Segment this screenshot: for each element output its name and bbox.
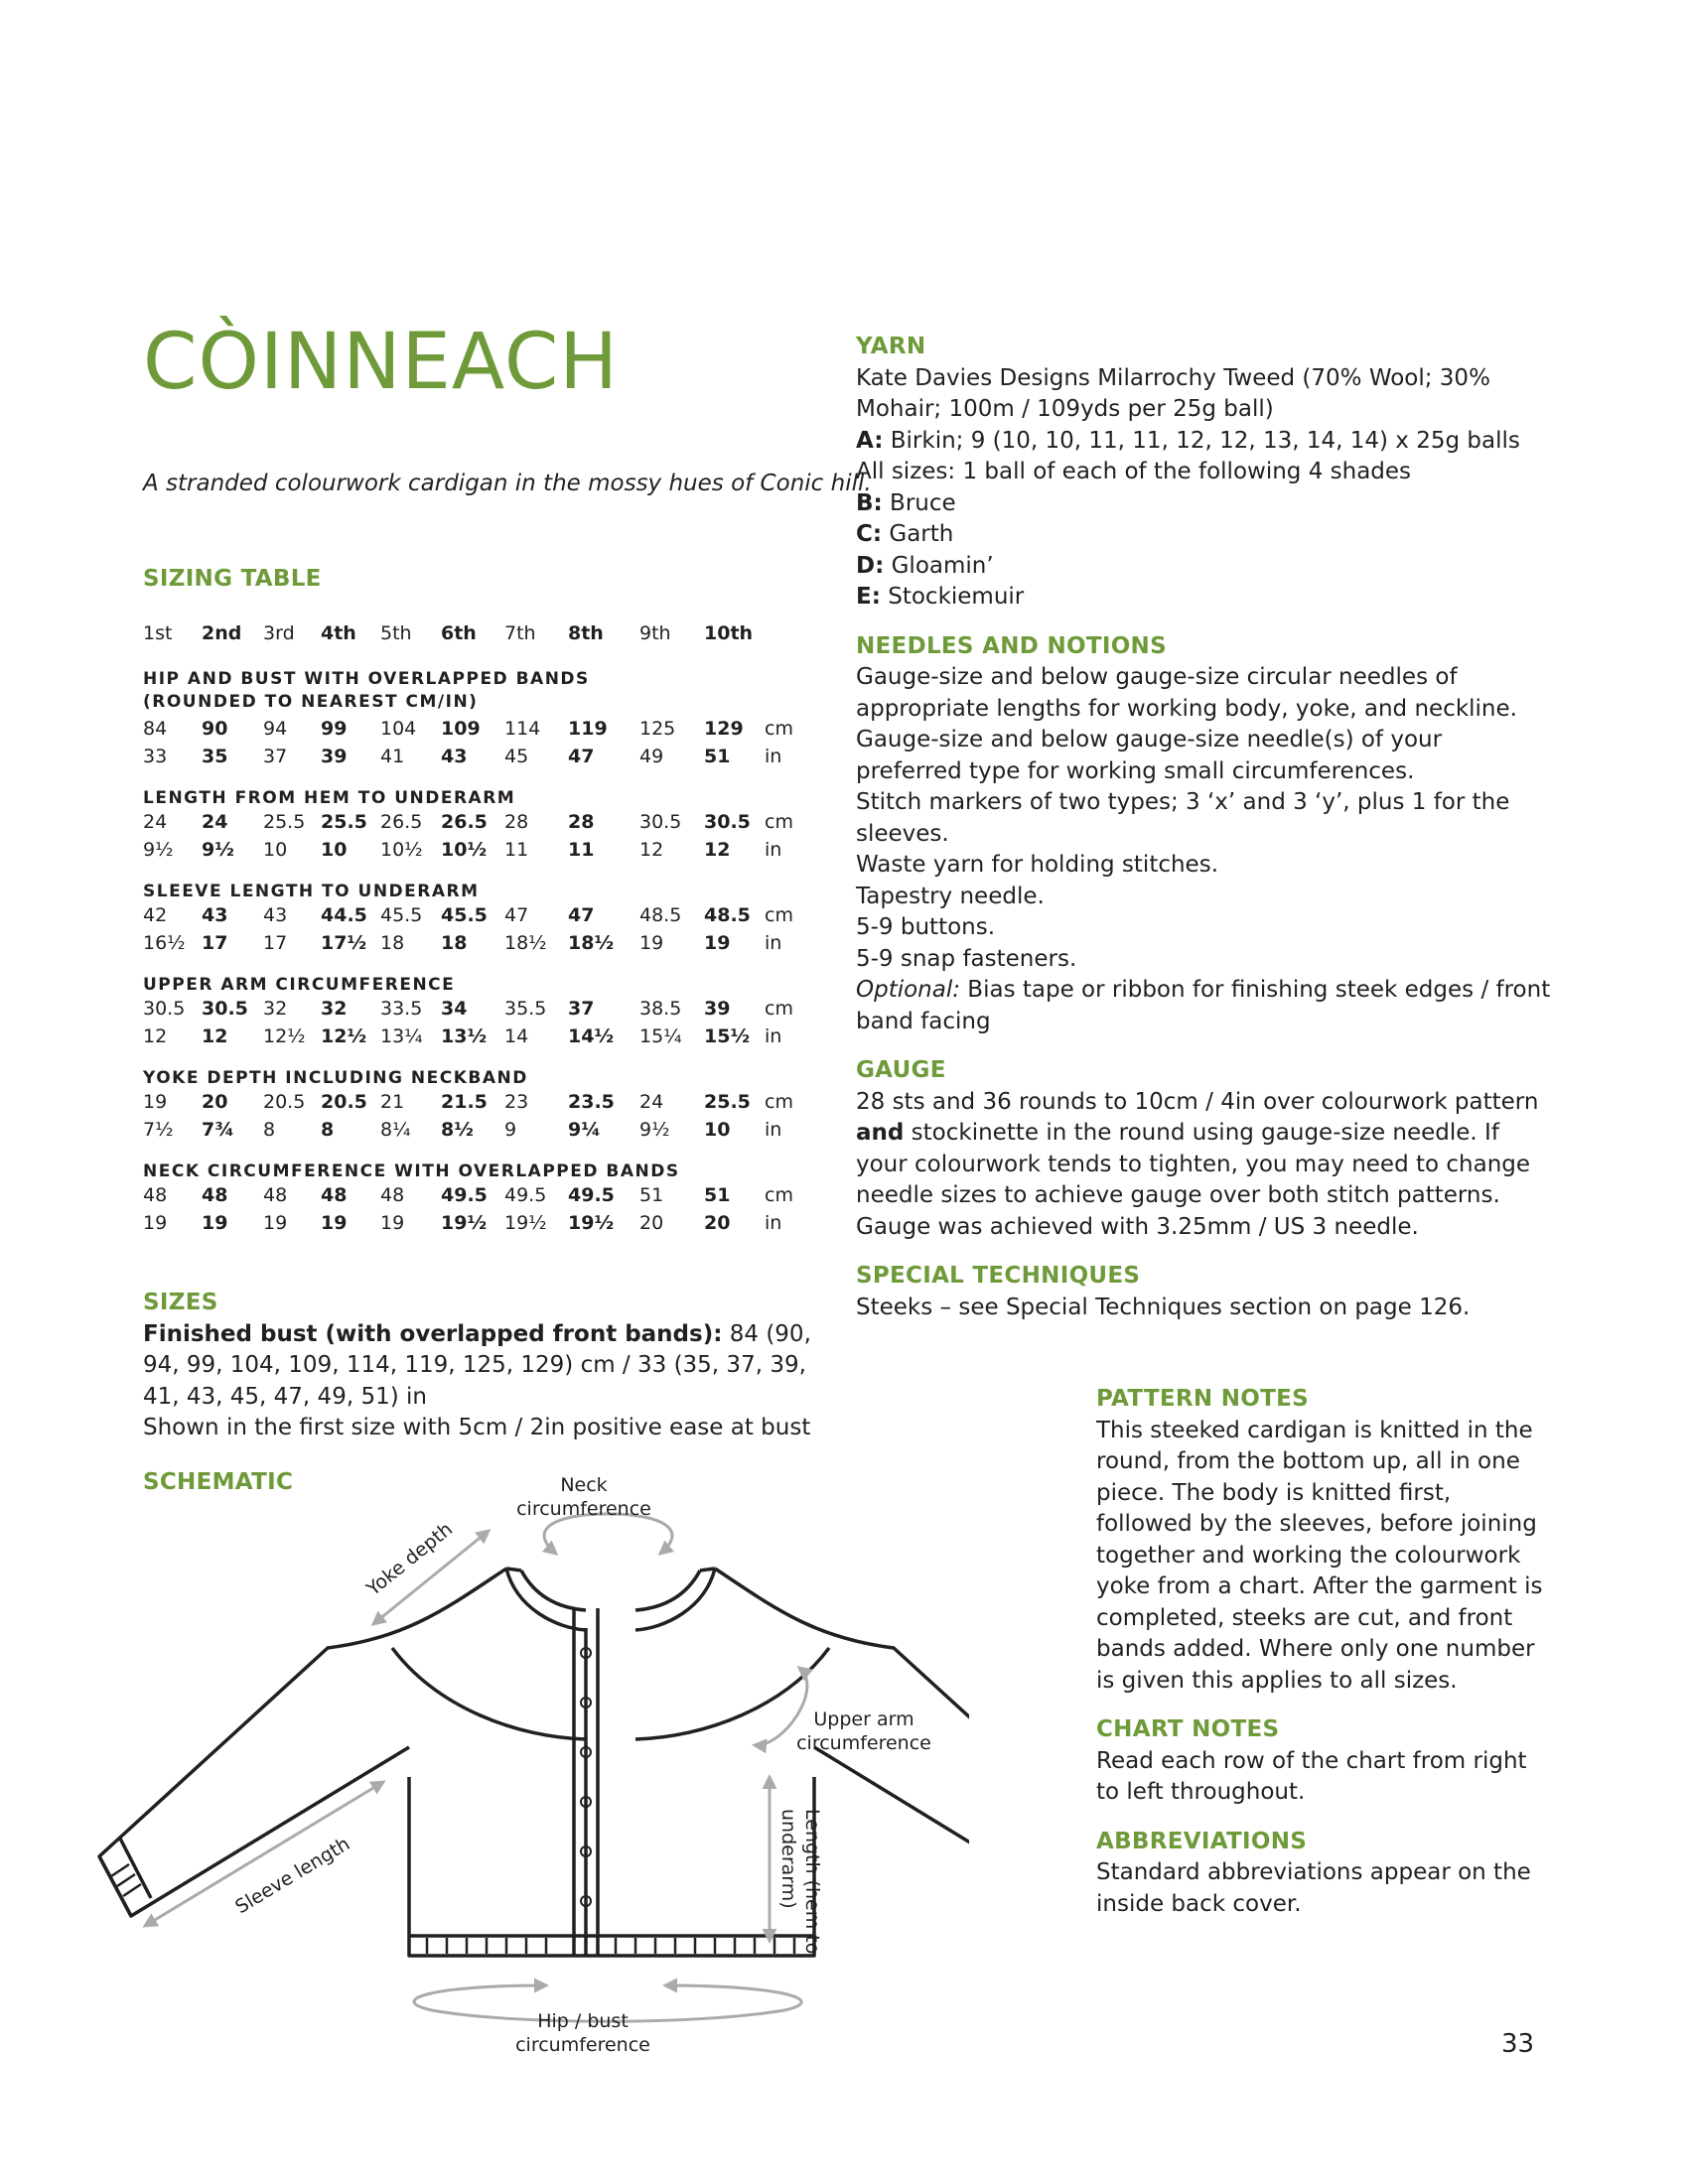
measurement-cell: 15¼	[639, 1025, 682, 1047]
measurement-cell: 8	[321, 1119, 335, 1141]
yarn-a-text: Birkin; 9 (10, 10, 11, 11, 12, 12, 13, 14, 14) x 25g balls	[883, 427, 1520, 454]
measurement-cell: 35.5	[504, 998, 547, 1020]
measurement-cell: 90	[202, 718, 228, 740]
measurement-cell: 19	[321, 1212, 348, 1234]
chart-notes-text: Read each row of the chart from right to left throughout.	[1096, 1747, 1527, 1805]
sizing-table	[143, 615, 804, 1237]
unit-cell: cm	[765, 718, 793, 740]
measurement-cell: 48	[143, 1184, 168, 1206]
measurement-cell: 129	[704, 718, 744, 740]
measurement-cell: 10	[321, 839, 348, 861]
yarn-c-label: C:	[856, 521, 883, 547]
measurement-cell: 10	[263, 839, 288, 861]
unit-cell: in	[765, 932, 782, 954]
measurement-cell: 12	[639, 839, 664, 861]
measurement-cell: 41	[380, 746, 405, 767]
measurement-row-in	[143, 1023, 804, 1050]
yarn-b-label: B:	[856, 489, 883, 516]
measurement-cell: 7¾	[202, 1119, 234, 1141]
optional-label: Optional:	[856, 977, 960, 1003]
measurement-cell: 114	[504, 718, 541, 740]
measurement-cell: 8¼	[380, 1119, 411, 1141]
measurement-cell: 33.5	[380, 998, 423, 1020]
measurement-row-cm	[143, 715, 804, 743]
size-header-cell: 4th	[321, 622, 356, 644]
measurement-cell: 17	[202, 932, 228, 954]
needles-optional	[856, 975, 1551, 1037]
measurement-cell: 28	[568, 811, 595, 833]
measurement-row-cm	[143, 995, 804, 1023]
measurement-cell: 26.5	[441, 811, 488, 833]
needles-line-7: 5-9 snap fasteners.	[856, 945, 1077, 972]
page-number: 33	[1501, 2029, 1535, 2059]
upper-arm-label-1: Upper arm	[813, 1708, 914, 1730]
unit-cell: in	[765, 1119, 782, 1141]
yarn-d	[856, 551, 1551, 583]
measurement-cell: 35	[202, 746, 228, 767]
measurement-cell: 49	[639, 746, 664, 767]
measurement-cell: 104	[380, 718, 417, 740]
measurement-cell: 12	[202, 1025, 228, 1047]
measurement-cell: 12	[704, 839, 731, 861]
measurement-caption: NECK CIRCUMFERENCE WITH OVERLAPPED BANDS	[143, 1161, 680, 1181]
measurement-cell: 25.5	[321, 811, 367, 833]
measurement-cell: 39	[704, 998, 731, 1020]
measurement-cell: 12½	[321, 1025, 367, 1047]
measurement-cell: 19	[639, 932, 664, 954]
yarn-b	[856, 488, 1551, 520]
measurement-cell: 39	[321, 746, 348, 767]
measurement-cell: 19	[143, 1212, 168, 1234]
needles-line-1: Gauge-size and below gauge-size circular needles of appropriate lengths for working body, yoke, and neckline.	[856, 664, 1517, 722]
measurement-cell: 20.5	[321, 1091, 367, 1113]
gauge-needle: Gauge was achieved with 3.25mm / US 3 needle.	[856, 1213, 1419, 1240]
measurement-caption-sub: (ROUNDED TO NEAREST CM/IN)	[143, 692, 479, 712]
measurement-cell: 49.5	[568, 1184, 615, 1206]
measurement-cell: 32	[263, 998, 288, 1020]
size-header-cell: 9th	[639, 622, 671, 644]
hip-label-2: circumference	[515, 2034, 650, 2056]
yarn-all-sizes: All sizes: 1 ball of each of the following 4 shades	[856, 459, 1412, 484]
measurement-cell: 45	[504, 746, 529, 767]
measurement-cell: 44.5	[321, 904, 367, 926]
measurement-cell: 9½	[639, 1119, 670, 1141]
measurement-caption: UPPER ARM CIRCUMFERENCE	[143, 975, 456, 995]
yarn-d-text: Gloamin’	[884, 552, 994, 579]
measurement-cell: 48.5	[704, 904, 751, 926]
yarn-c-text: Garth	[882, 521, 954, 547]
measurement-cell: 48	[380, 1184, 405, 1206]
measurement-cell: 43	[441, 746, 468, 767]
size-header-cell: 3rd	[263, 622, 295, 644]
measurement-cell: 13½	[441, 1025, 488, 1047]
measurement-cell: 25.5	[263, 811, 306, 833]
yarn-e-label: E:	[856, 584, 881, 610]
gauge-heading: GAUGE	[856, 1057, 946, 1083]
measurement-cell: 84	[143, 718, 168, 740]
measurement-cell: 19	[263, 1212, 288, 1234]
measurement-cell: 48.5	[639, 904, 682, 926]
measurement-cell: 10	[704, 1119, 731, 1141]
size-header-cell: 7th	[504, 622, 536, 644]
measurement-cell: 19½	[441, 1212, 488, 1234]
measurement-cell: 30.5	[143, 998, 186, 1020]
measurement-row-cm	[143, 1088, 804, 1116]
schematic-diagram	[95, 1465, 969, 2081]
neck-label-2: circumference	[516, 1498, 651, 1520]
finished-bust-label: Finished bust (with overlapped front bands):	[143, 1320, 723, 1347]
measurement-cell: 49.5	[441, 1184, 488, 1206]
measurement-row-cm	[143, 1181, 804, 1209]
sizing-table-heading: SIZING TABLE	[143, 566, 322, 592]
yarn-d-label: D:	[856, 552, 885, 579]
measurement-row-in	[143, 1116, 804, 1144]
schematic-heading: SCHEMATIC	[143, 1469, 294, 1495]
measurement-cell: 19	[143, 1091, 168, 1113]
measurement-cell: 12½	[263, 1025, 306, 1047]
cardigan-outline	[99, 1569, 969, 1956]
measurement-caption-row	[143, 651, 804, 689]
sizes-header-row	[143, 615, 804, 651]
sizes-heading: SIZES	[143, 1290, 218, 1315]
yarn-a-label: A:	[856, 427, 884, 454]
measurement-cell: 19½	[568, 1212, 615, 1234]
size-header-cell: 5th	[380, 622, 412, 644]
measurement-cell: 37	[568, 998, 595, 1020]
unit-cell: cm	[765, 1184, 793, 1206]
measurement-cell: 20	[639, 1212, 664, 1234]
right-column-materials	[856, 332, 1551, 1323]
unit-cell: cm	[765, 1091, 793, 1113]
measurement-cell: 45.5	[380, 904, 423, 926]
length-label-1: Length (hem to	[801, 1809, 823, 1955]
measurement-cell: 49.5	[504, 1184, 547, 1206]
measurement-cell: 24	[202, 811, 228, 833]
unit-header-cell	[765, 615, 804, 651]
unit-cell: in	[765, 1212, 782, 1234]
measurement-caption-row	[143, 689, 804, 715]
measurement-cell: 9½	[202, 839, 234, 861]
needles-heading: NEEDLES AND NOTIONS	[856, 632, 1167, 659]
measurement-cell: 48	[263, 1184, 288, 1206]
yarn-a	[856, 426, 1551, 458]
measurement-cell: 18	[380, 932, 405, 954]
measurement-cell: 18½	[568, 932, 615, 954]
measurement-cell: 43	[263, 904, 288, 926]
measurement-cell: 15½	[704, 1025, 751, 1047]
measurement-cell: 33	[143, 746, 168, 767]
measurement-cell: 37	[263, 746, 288, 767]
measurement-caption-row	[143, 864, 804, 901]
measurement-cell: 19½	[504, 1212, 547, 1234]
gauge-text-bold: and	[856, 1120, 905, 1146]
measurement-cell: 17	[263, 932, 288, 954]
upper-arm-label-2: circumference	[796, 1732, 931, 1754]
neck-label-1: Neck	[560, 1474, 608, 1496]
measurement-cell: 51	[704, 746, 731, 767]
optional-text: Bias tape or ribbon for finishing steek edges / front band facing	[856, 977, 1551, 1034]
measurement-cell: 17½	[321, 932, 367, 954]
measurement-cell: 13¼	[380, 1025, 423, 1047]
sizes-section	[143, 1288, 828, 1444]
chart-notes-heading: CHART NOTES	[1096, 1716, 1280, 1742]
pattern-notes-text: This steeked cardigan is knitted in the round, from the bottom up, all in one piece. The body is knitted first, followed by the sleeves, before joining together and working the colourwork yoke from a chart. After the garment is completed, steeks are cut, and front bands added. Where only one number is given this applies to all sizes.	[1096, 1417, 1543, 1694]
gauge-text-1: 28 sts and 36 rounds to 10cm / 4in over colourwork pattern	[856, 1088, 1539, 1115]
measurement-cell: 109	[441, 718, 481, 740]
measurement-cell: 47	[504, 904, 529, 926]
measurement-caption-row	[143, 1050, 804, 1088]
measurement-caption: SLEEVE LENGTH TO UNDERARM	[143, 882, 480, 901]
yarn-c	[856, 519, 1551, 551]
measurement-caption-row	[143, 957, 804, 995]
needles-line-2: Gauge-size and below gauge-size needle(s) of your preferred type for working small circumferences.	[856, 727, 1443, 784]
needles-line-4: Waste yarn for holding stitches.	[856, 852, 1219, 878]
measurement-cell: 48	[202, 1184, 228, 1206]
gauge-text	[856, 1087, 1551, 1212]
measurement-cell: 8	[263, 1119, 276, 1141]
measurement-caption: HIP AND BUST WITH OVERLAPPED BANDS	[143, 669, 590, 689]
measurement-cell: 51	[704, 1184, 731, 1206]
measurement-cell: 43	[202, 904, 228, 926]
yarn-line: Kate Davies Designs Milarrochy Tweed (70% Wool; 30% Mohair; 100m / 109yds per 25g ball)	[856, 364, 1490, 422]
measurement-cell: 99	[321, 718, 348, 740]
unit-cell: in	[765, 746, 782, 767]
measurement-cell: 23.5	[568, 1091, 615, 1113]
measurement-cell: 8½	[441, 1119, 474, 1141]
measurement-cell: 20	[704, 1212, 731, 1234]
unit-cell: in	[765, 839, 782, 861]
measurement-cell: 21.5	[441, 1091, 488, 1113]
measurement-cell: 28	[504, 811, 529, 833]
unit-cell: cm	[765, 811, 793, 833]
measurement-caption-row	[143, 1144, 804, 1181]
measurement-caption-row	[143, 770, 804, 808]
needles-line-3: Stitch markers of two types; 3 ‘x’ and 3 ‘y’, plus 1 for the sleeves.	[856, 789, 1510, 847]
measurement-row-cm	[143, 901, 804, 929]
measurement-cell: 19	[704, 932, 731, 954]
measurement-cell: 125	[639, 718, 676, 740]
measurement-cell: 45.5	[441, 904, 488, 926]
yarn-e	[856, 582, 1551, 614]
measurement-row-cm	[143, 808, 804, 836]
measurement-cell: 19	[202, 1212, 228, 1234]
measurement-row-in	[143, 743, 804, 770]
measurement-cell: 32	[321, 998, 348, 1020]
size-header-cell: 2nd	[202, 622, 242, 644]
measurement-cell: 18½	[504, 932, 547, 954]
unit-cell: cm	[765, 998, 793, 1020]
measurement-caption: YOKE DEPTH INCLUDING NECKBAND	[143, 1068, 528, 1088]
measurement-row-in	[143, 1209, 804, 1237]
needles-line-6: 5-9 buttons.	[856, 914, 996, 940]
measurement-cell: 16½	[143, 932, 186, 954]
abbreviations-heading: ABBREVIATIONS	[1096, 1828, 1308, 1854]
measurement-cell: 47	[568, 904, 595, 926]
measurement-cell: 9½	[143, 839, 174, 861]
needles-line-5: Tapestry needle.	[856, 883, 1045, 909]
measurement-caption: LENGTH FROM HEM TO UNDERARM	[143, 788, 516, 808]
measurement-cell: 10½	[380, 839, 423, 861]
measurement-cell: 9¼	[568, 1119, 601, 1141]
measurement-cell: 23	[504, 1091, 529, 1113]
gauge-text-2: stockinette in the round using gauge-size needle. If your colourwork tends to tighten, you may need to change needle sizes to achieve gauge over both stitch patterns.	[856, 1120, 1531, 1208]
shown-size: Shown in the first size with 5cm / 2in positive ease at bust	[143, 1415, 811, 1440]
finished-bust-value: 84 (90, 94, 99, 104, 109, 114, 119, 125, 129) cm / 33 (35, 37, 39, 41, 43, 45, 47, 49, 51) in	[143, 1320, 811, 1410]
yarn-e-text: Stockiemuir	[880, 584, 1025, 610]
measurement-cell: 30.5	[704, 811, 751, 833]
measurement-cell: 20	[202, 1091, 228, 1113]
yoke-depth-label: Yoke depth	[362, 1518, 458, 1600]
measurement-cell: 7½	[143, 1119, 174, 1141]
size-header-cell: 6th	[441, 622, 477, 644]
measurement-cell: 48	[321, 1184, 348, 1206]
length-label-2: underarm)	[777, 1809, 799, 1909]
measurement-cell: 42	[143, 904, 168, 926]
unit-cell: cm	[765, 904, 793, 926]
measurement-cell: 26.5	[380, 811, 423, 833]
right-column-notes	[1096, 1384, 1543, 1920]
measurement-cell: 30.5	[639, 811, 682, 833]
size-header-cell: 1st	[143, 622, 173, 644]
measurement-cell: 25.5	[704, 1091, 751, 1113]
measurement-cell: 9	[504, 1119, 517, 1141]
pattern-title: CÒINNEACH	[143, 318, 619, 407]
measurement-row-in	[143, 836, 804, 864]
measurement-cell: 47	[568, 746, 595, 767]
yarn-heading: YARN	[856, 334, 926, 359]
size-header-cell: 10th	[704, 622, 754, 644]
measurement-cell: 119	[568, 718, 608, 740]
measurement-cell: 30.5	[202, 998, 248, 1020]
yarn-b-text: Bruce	[882, 489, 956, 516]
unit-cell: in	[765, 1025, 782, 1047]
measurement-cell: 94	[263, 718, 288, 740]
measurement-cell: 14½	[568, 1025, 615, 1047]
special-techniques-heading: SPECIAL TECHNIQUES	[856, 1263, 1141, 1289]
measurement-cell: 10½	[441, 839, 488, 861]
measurement-cell: 12	[143, 1025, 168, 1047]
measurement-cell: 24	[639, 1091, 664, 1113]
measurement-cell: 11	[504, 839, 529, 861]
size-header-cell: 8th	[568, 622, 604, 644]
measurement-row-in	[143, 929, 804, 957]
measurement-cell: 19	[380, 1212, 405, 1234]
measurement-cell: 21	[380, 1091, 405, 1113]
special-techniques-text: Steeks – see Special Techniques section on page 126.	[856, 1294, 1471, 1320]
measurement-cell: 20.5	[263, 1091, 306, 1113]
pattern-notes-heading: PATTERN NOTES	[1096, 1386, 1310, 1412]
measurement-cell: 14	[504, 1025, 529, 1047]
measurement-cell: 18	[441, 932, 468, 954]
tagline: A stranded colourwork cardigan in the mossy hues of Conic hill.	[143, 471, 872, 496]
sleeve-length-label: Sleeve length	[231, 1833, 354, 1919]
measurement-cell: 38.5	[639, 998, 682, 1020]
measurement-cell: 51	[639, 1184, 664, 1206]
finished-bust	[143, 1319, 828, 1414]
abbreviations-text: Standard abbreviations appear on the inside back cover.	[1096, 1859, 1531, 1917]
measurement-cell: 24	[143, 811, 168, 833]
hip-label-1: Hip / bust	[537, 2010, 629, 2032]
measurement-cell: 11	[568, 839, 595, 861]
measurement-cell: 34	[441, 998, 468, 1020]
